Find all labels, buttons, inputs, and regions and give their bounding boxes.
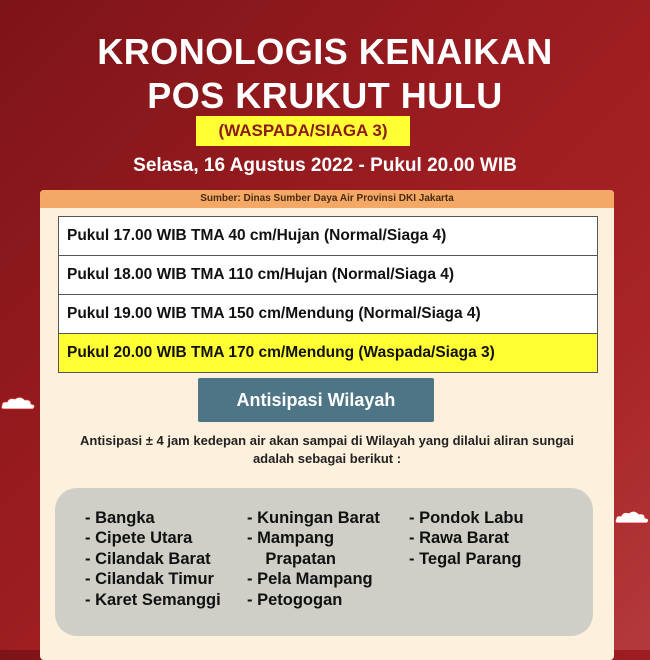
list-item: - Petogogan	[247, 590, 343, 609]
description-line-1: Antisipasi ± 4 jam kedepan air akan sampai di Wilayah yang dilalui aliran sungai	[80, 433, 574, 448]
antisipasi-wilayah-label: Antisipasi Wilayah	[198, 378, 434, 422]
list-item: - Karet Semanggi	[85, 590, 221, 609]
timeline-table	[58, 216, 598, 373]
description	[40, 432, 614, 468]
list-item: - Pela Mampang	[247, 570, 373, 589]
area-column-2	[247, 508, 380, 610]
status-badge: (WASPADA/SIAGA 3)	[196, 116, 410, 146]
list-item: - Cipete Utara	[85, 529, 193, 548]
cloud-icon-right	[614, 508, 650, 528]
timeline-row-highlight: Pukul 20.00 WIB TMA 170 cm/Mendung (Waspada/Siaga 3)	[59, 334, 597, 372]
area-column-3	[409, 508, 524, 569]
list-item: - Bangka	[85, 509, 155, 527]
area-column-1	[85, 508, 221, 610]
cloud-icon-left	[0, 394, 40, 414]
list-item: - Rawa Barat	[409, 529, 509, 548]
description-line-2: adalah sebagai berikut :	[252, 451, 402, 466]
list-item: - Cilandak Timur	[85, 570, 214, 589]
timeline-row: Pukul 17.00 WIB TMA 40 cm/Hujan (Normal/Siaga 4)	[59, 217, 597, 256]
timeline-row: Pukul 18.00 WIB TMA 110 cm/Hujan (Normal/Siaga 4)	[59, 256, 597, 295]
date-line: Selasa, 16 Agustus 2022 - Pukul 20.00 WIB	[133, 155, 517, 176]
list-item: - Pondok Labu	[409, 509, 524, 527]
list-item: - Mampang	[247, 529, 335, 548]
list-item: - Cilandak Barat	[85, 549, 211, 568]
title-line-2: POS KRUKUT HULU	[147, 75, 503, 116]
list-item: Prapatan	[247, 549, 336, 568]
timeline-row: Pukul 19.00 WIB TMA 150 cm/Mendung (Normal/Siaga 4)	[59, 295, 597, 334]
source-bar: Sumber: Dinas Sumber Daya Air Provinsi DKI Jakarta	[40, 190, 614, 208]
title-line-1: KRONOLOGIS KENAIKAN	[97, 31, 553, 72]
list-item: - Tegal Parang	[409, 549, 522, 568]
list-item: - Kuningan Barat	[247, 509, 380, 527]
info-panel	[40, 190, 614, 660]
area-list-box	[55, 488, 593, 636]
